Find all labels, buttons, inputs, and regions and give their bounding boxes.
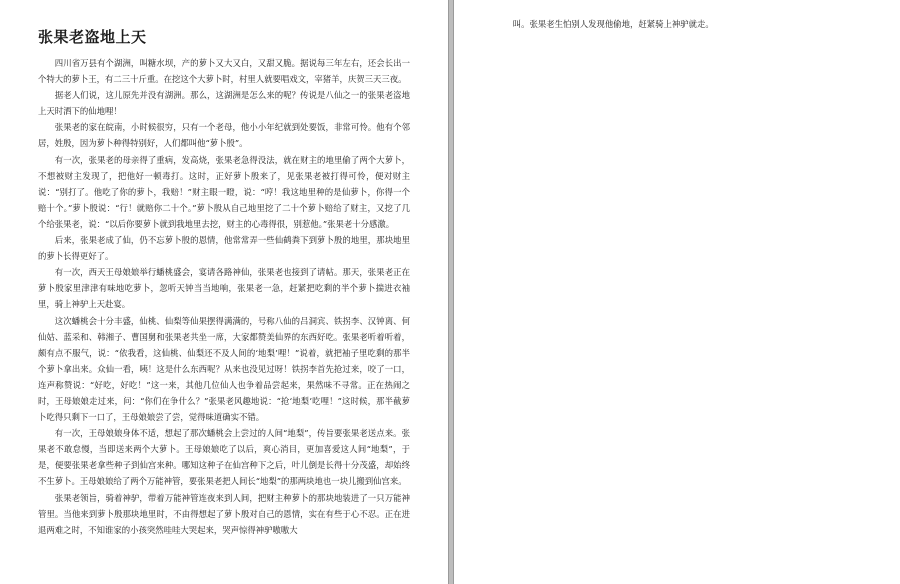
- story-body-right: [496, 16, 868, 32]
- paragraph: 有一次，王母娘娘身体不适，想起了那次蟠桃会上尝过的人间“地梨”，传旨要张果老送点来。张果老不敢怠慢，当即送来两个大萝卜。王母娘娘吃了以后，爽心消目，更加喜爱这人间“地梨”，于是，便要张果老拿些种子到仙宫来种。哪知这种子在仙宫种下之后，叶儿倒是长得十分茂盛，却始终不生萝卜。王母娘娘给了两个万能神管，要张果老把人间长“地梨”的那两块地也一块儿搬到仙宫来。: [38, 428, 410, 487]
- document-page-right: [454, 0, 900, 584]
- paragraph: 四川省万县有个湖洲，叫糖水坝，产的萝卜又大又白，又甜又脆。据说每三年左右，还会长出一个特大的萝卜王，有二三十斤重。在挖这个大萝卜时，村里人就要唱戏文，宰猪羊，庆贺三天三夜。: [38, 58, 410, 85]
- paragraph: 叫。张果老生怕别人发现他偷地，赶紧骑上神驴就走。: [512, 19, 714, 29]
- story-title: 张果老盗地上天: [38, 28, 147, 46]
- paragraph: 张果老领旨，骑着神驴，带着万能神管连夜来到人间，把财主种萝卜的那块地装进了一只万能神管里。当他来到萝卜殷那块地里时，不由得想起了萝卜殷对自己的恩情，实在有些于心不忍。正在进退两难之时，不知谁家的小孩突然哇哇大哭起来，哭声惊得神驴嗷嗷大: [38, 492, 410, 535]
- paragraph: 张果老的家在皖南，小时候很穷，只有一个老母，他小小年纪就到处要饭，非常可怜。他有个邻居，姓殷，因为萝卜种得特别好，人们都叫他“萝卜殷”。: [38, 122, 410, 149]
- document-page-left: [0, 0, 448, 584]
- paragraph: 有一次，张果老的母亲得了重病，发高烧，张果老急得没法，就在财主的地里偷了两个大萝卜，不想被财主发现了，把他好一顿毒打。这时，正好萝卜殷来了，见张果老被打得可怜，便对财主说：“别打了。他吃了你的萝卜，我赔！”财主眼一瞪，说：“哼！我这地里种的是仙萝卜，你得一个赔十个。”萝卜殷说：“行！就赔你二十个。”萝卜殷从自己地里挖了二十个萝卜赔给了财主，又挖了几个给张果老，说：“以后你要萝卜就到我地里去挖，财主的心毒得很，别惹他。”张果老十分感激。: [38, 154, 410, 229]
- paragraph: 这次蟠桃会十分丰盛，仙桃、仙梨等仙果摆得满满的，号称八仙的吕洞宾、铁拐李、汉钟离、何仙姑、蓝采和、韩湘子、曹国舅和张果老共坐一席，大家都赞美仙界的东西好吃。张果老听着听着，颇有点不服气，说：“依我看，这仙桃、仙梨还不及人间的‘地梨’哩！”说着，就把袖子里吃剩的那半个萝卜拿出来。众仙一看，咦！这是什么东西呢？从来也没见过呀！铁拐李首先抢过来，咬了一口，连声称赞说：“好吃，好吃！”这一来，其他几位仙人也争着品尝起来，果然味不寻常。正在热闹之时，王母娘娘走过来，问：“你们在争什么？”张果老风趣地说：“抢‘地梨’吃哩！”这时候，那半截萝卜吃得只剩下一口了，王母娘娘尝了尝，觉得味道确实不错。: [38, 315, 410, 423]
- story-body-left: [38, 55, 410, 538]
- paragraph: 有一次，西天王母娘娘举行蟠桃盛会，宴请各路神仙，张果老也接到了请帖。那天，张果老正在萝卜殷家里津津有味地吃萝卜，忽听天钟当当地响，张果老一急，赶紧把吃剩的半个萝卜揣进衣袖里，骑上神驴上天赴宴。: [38, 267, 410, 310]
- paragraph: 据老人们说，这儿原先并没有湖洲。那么，这湖洲是怎么来的呢？传说是八仙之一的张果老盗地上天时洒下的仙地哩！: [38, 90, 410, 117]
- paragraph: 后来，张果老成了仙，仍不忘萝卜殷的恩情，他常常弄一些仙鹤粪下到萝卜殷的地里，那块地里的萝卜长得更好了。: [38, 235, 410, 262]
